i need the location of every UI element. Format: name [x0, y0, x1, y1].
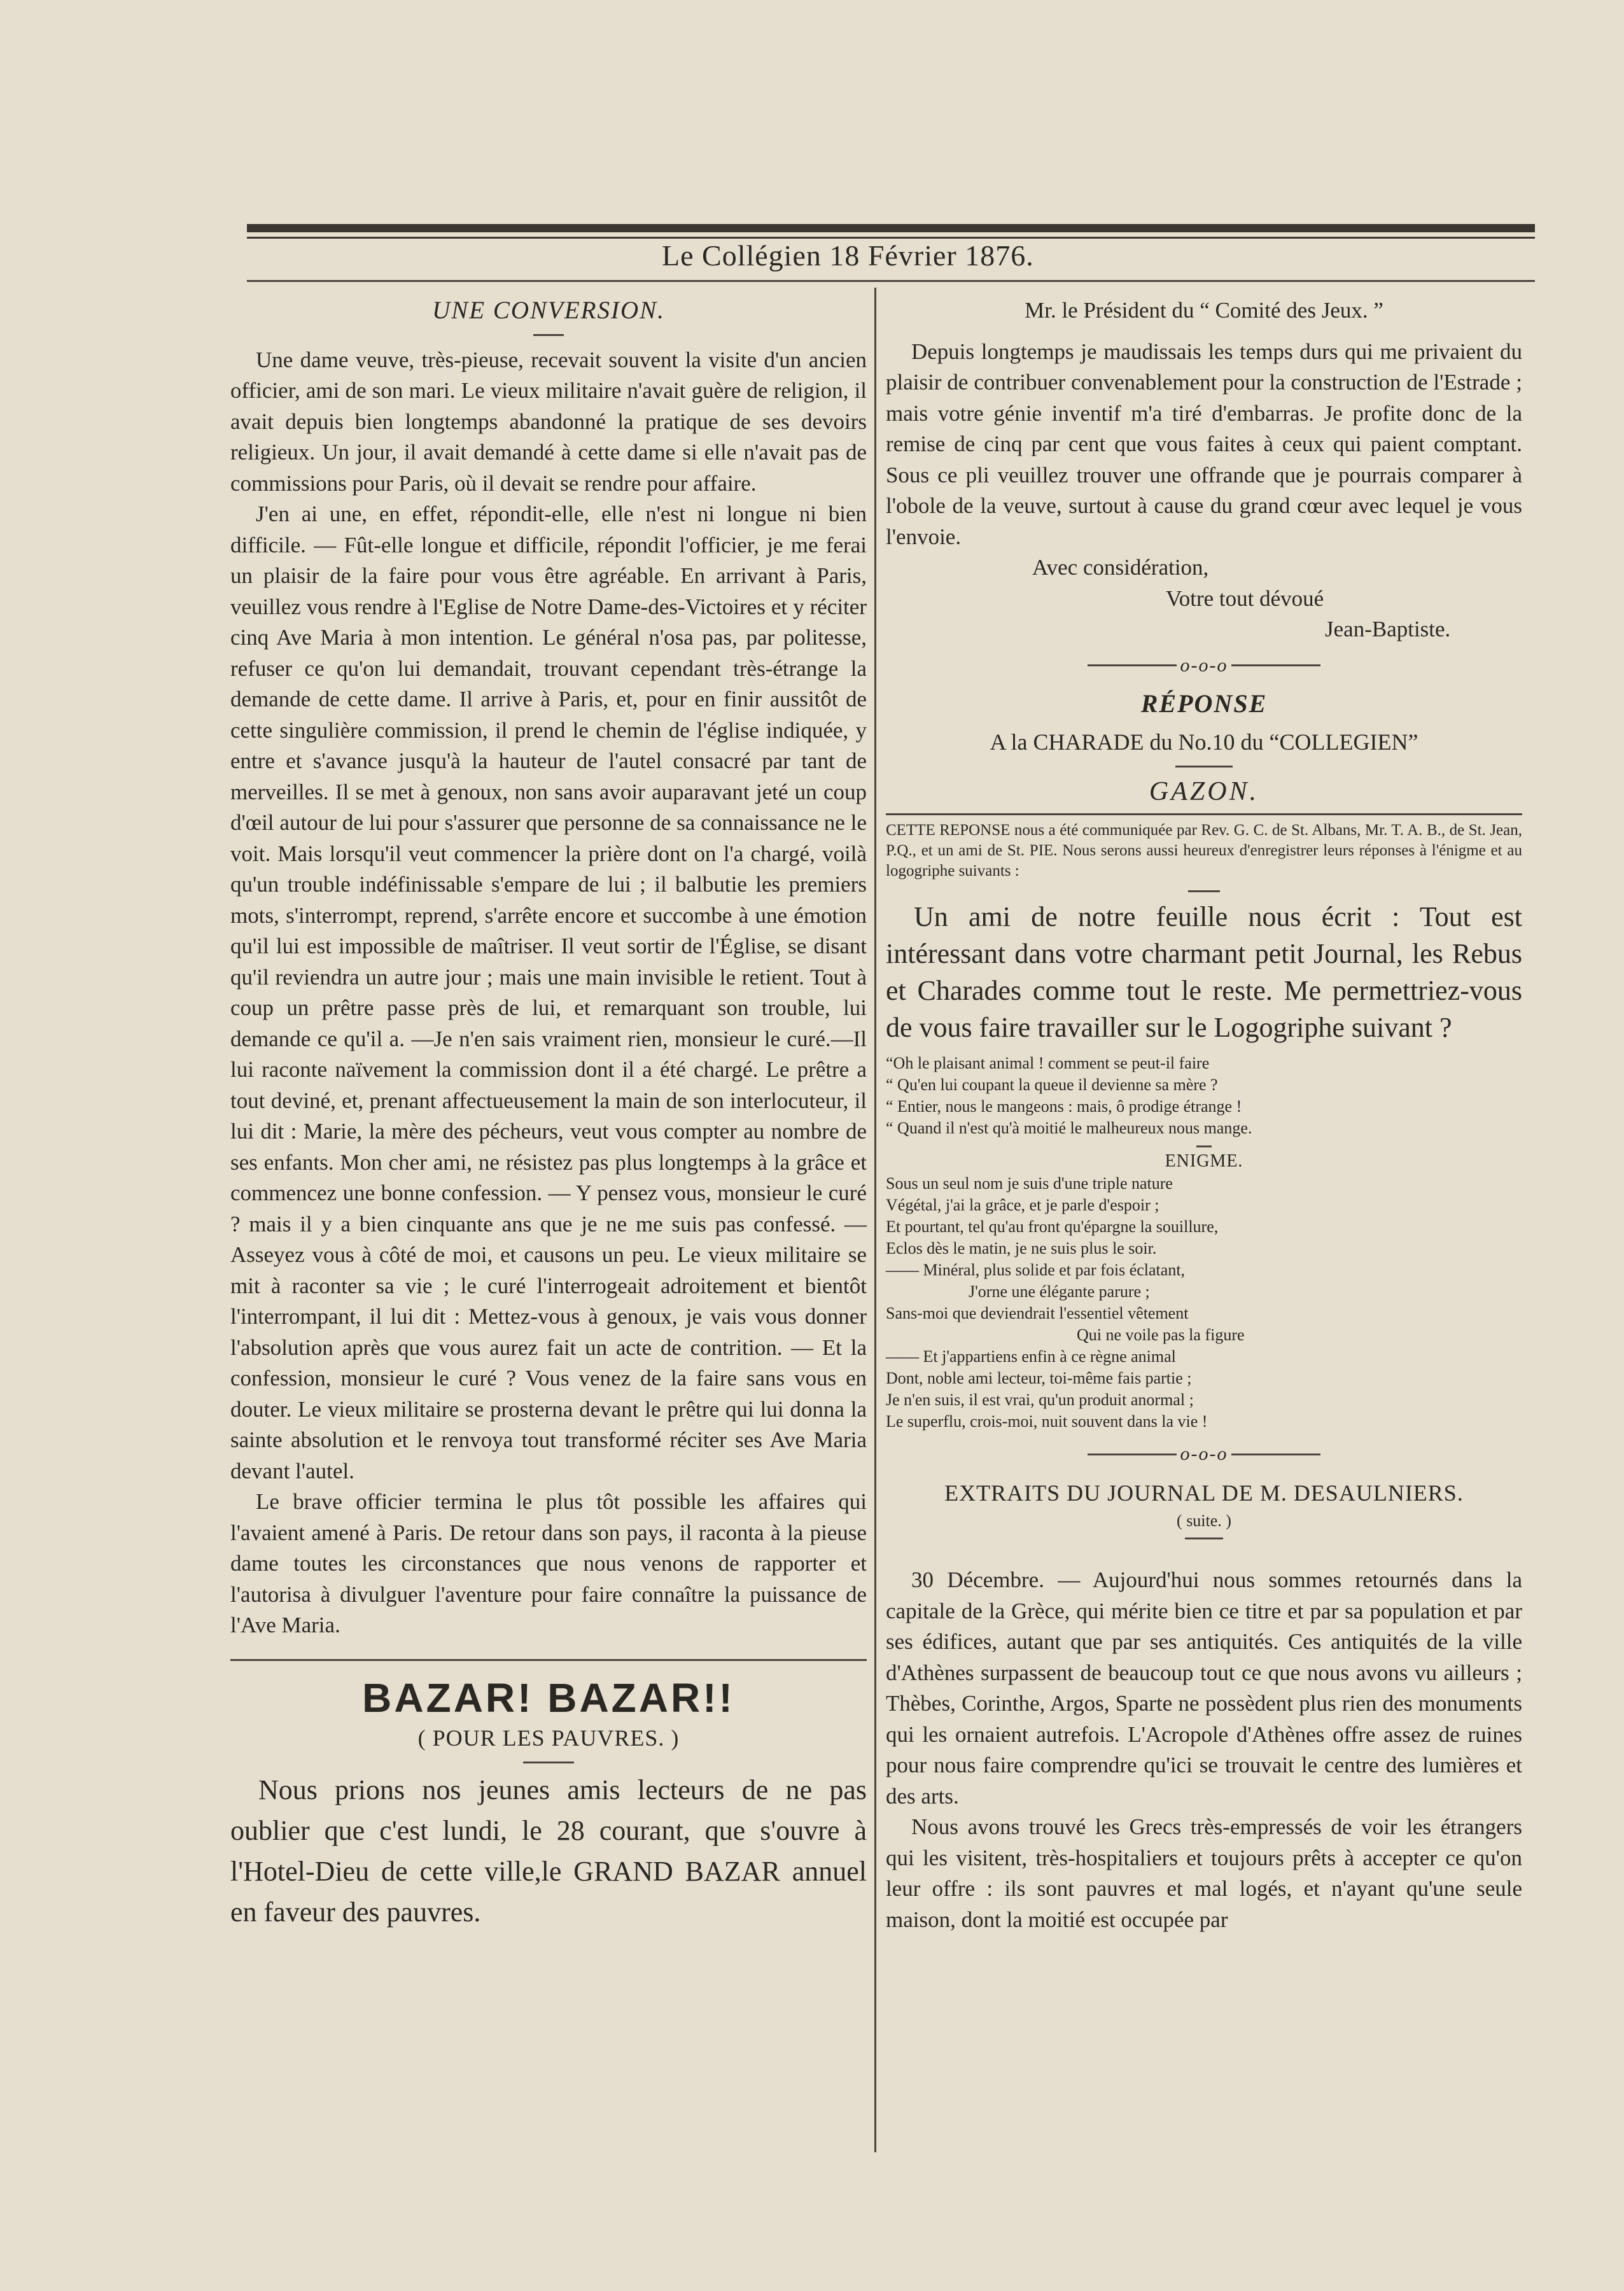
enigme-line: Sans-moi que deviendrait l'essentiel vêtement: [886, 1304, 1189, 1322]
reponse-answer: GAZON.: [1149, 776, 1259, 806]
bazar-text: Nous prions nos jeunes amis lecteurs de ne pas oublier que c'est lundi, le 28 courant, que s'ouvre à l'Hotel-Dieu de cette ville,le GRAND BAZAR annuel en faveur des pauvres.: [230, 1774, 867, 1928]
extraits-suite: ( suite. ): [1177, 1511, 1231, 1530]
ami-text: Un ami de notre feuille nous écrit : Tout est intéressant dans votre charmant petit Journal, les Rebus et Charades comme tout le reste. Me permettriez-vous de vous faire travailler sur le Logogriphe suivant ?: [886, 901, 1522, 1043]
enigme-title: ENIGME.: [1165, 1151, 1243, 1171]
enigme-line: Le superflu, crois-moi, nuit souvent dans la vie !: [886, 1412, 1208, 1431]
logogriphe: [886, 1053, 1522, 1139]
conversion-title: UNE CONVERSION.: [432, 297, 665, 324]
page-header: Le Collégien 18 Février 1876.: [662, 239, 1034, 272]
letter-closing: Avec considération,: [1032, 555, 1209, 580]
enigme-line: Je n'en suis, il est vrai, qu'un produit anormal ;: [886, 1391, 1194, 1409]
enigme-line: Eclos dès le matin, je ne suis plus le soir.: [886, 1239, 1157, 1258]
ornament-separator: o-o-o: [886, 650, 1522, 682]
letter-signature: Jean-Baptiste.: [1325, 617, 1451, 641]
section-rule: [886, 813, 1522, 815]
conversion-paragraph: J'en ai une, en effet, répondit-elle, elle n'est ni longue ni bien difficile. — Fût-elle longue et difficile, répondit l'officier, je me ferai un plaisir de la faire pour vous être agréable. En arrivant à Paris, veuillez vous rendre à l'Eglise de Notre Dame-des-Victoires et y réciter cinq Ave Maria à mon intention. Le général n'osa pas, par politesse, refuser ce qu'on lui demandait, trouvant cependant très-étrange la demande de cette dame. Il arrive à Paris, et, pour en finir aussitôt de cette singulière commission, il prend le chemin de l'église indiquée, y entre et s'avance jusqu'à la hauteur de l'autel consacré par tant de merveilles. Il se met à genoux, non sans avoir auparavant jeté un coup d'œil autour de lui pour s'assurer que personne de sa connaissance ne le voit. Mais lorsqu'il veut commencer la prière dont on l'a chargé, voilà qu'un trouble indéfinissable s'empare de lui ; il balbutie les premiers mots, s'interrompt, reprend, s'arrête encore et succombe à une émotion qu'il lui est impossible de maîtriser. Il veut sortir de l'Église, se disant qu'il reviendra un autre jour ; mais une main invisible le retient. Tout à coup un prêtre passe près de lui, et remarquant son trouble, lui demande ce qu'il a. —Je n'en sais vraiment rien, monsieur le curé.—Il lui raconte naïvement la commission dont il a été chargé. Le prêtre a tout deviné, et, prenant affectueusement la main de son interlocuteur, il lui dit : Marie, la mère des pécheurs, veut vous compter au nombre de ses enfants. Mon cher ami, ne résistez pas plus longtemps à la grâce et commencez une bonne confession. — Y pensez vous, monsieur le curé ? mais il y a bien cinquante ans que je ne me suis pas confessé. — Asseyez vous à côté de moi, et causons un peu. Le vieux militaire se mit à raconter sa vie ; le curé l'interrogeait adroitement et bientôt l'interrompant, il lui dit : Mettez-vous à genoux, je vais vous donner l'absolution après que vous aurez fait un acte de contrition. — Et la confession, monsieur le curé ? Vous venez de la faire sans vous en douter. Le vieux militaire se prosterna devant le prêtre qui lui donna la sainte absolution et le renvoya tout transformé réciter ses Ave Maria devant l'autel.: [230, 501, 867, 1483]
letter-body: Depuis longtemps je maudissais les temps durs qui me privaient du plaisir de contribuer convenablement pour la construction de l'Estrade ; mais votre génie inventif m'a tiré d'embarras. Je profite donc de la remise de cinq par cent que vous faites à ceux qui paient comptant. Sous ce pli veuillez trouver une offrande que je pourrais comparer à l'obole de la veuve, surtout à cause du grand cœur avec lequel je vous l'envoie.: [886, 339, 1522, 549]
reponse-note: CETTE REPONSE nous a été communiquée par Rev. G. C. de St. Albans, Mr. T. A. B., de St. Jean, P.Q., et un ami de St. PIE. Nous serons aussi heureux d'enregistrer leurs réponses à l'énigme et au logogriphe suivants :: [886, 822, 1522, 879]
reponse-separator: [1175, 766, 1233, 767]
enigme-line: —— Minéral, plus solide et par fois éclatant,: [886, 1261, 1186, 1279]
logogriphe-line: “Oh le plaisant animal ! comment se peut-il faire: [886, 1054, 1210, 1072]
top-rule: [247, 224, 1535, 232]
ornament-separator: o-o-o: [886, 1439, 1522, 1470]
enigme-line: Dont, noble ami lecteur, toi-même fais partie ;: [886, 1369, 1192, 1387]
extraits-paragraph: 30 Décembre. — Aujourd'hui nous sommes retournés dans la capitale de la Grèce, qui mérite bien ce titre et par sa population et par ses édifices, autant que par ses antiquités. Ces antiquités de la ville d'Athènes surpassent de beaucoup tout ce que nous avons vu ailleurs ; Thèbes, Corinthe, Argos, Sparte ne possèdent plus rien des monuments qui les ornaient autrefois. L'Acropole d'Athènes offre assez de ruines pour nous faire comprendre qu'ici se trouvait le centre des lumières et des arts.: [886, 1567, 1522, 1809]
conversion-paragraph: Le brave officier termina le plus tôt possible les affaires qui l'avaient amené à Paris. De retour dans son pays, il raconta à la pieuse dame toutes les circonstances que nous venons de rapporter et l'autorisa à divulguer l'aventure pour faire connaître la puissance de l'Ave Maria.: [230, 1489, 867, 1637]
logogriphe-line: “ Quand il n'est qu'à moitié le malheureux nous mange.: [886, 1119, 1252, 1137]
right-column: [886, 295, 1522, 1935]
letter-salutation: Mr. le Président du “ Comité des Jeux. ”: [1025, 298, 1383, 323]
extraits-paragraph: Nous avons trouvé les Grecs très-empressés de voir les étrangers qui les visitent, très-hospitaliers et toujours prêts à accepter ce qu'on leur offre : ils sont pauvres et mal logés, et n'ayant qu'une seule maison, dont la moitié est occupée par: [886, 1814, 1522, 1932]
bazar-title: BAZAR! BAZAR!!: [362, 1674, 735, 1721]
enigme-verse: [886, 1173, 1522, 1433]
separator: [1185, 1538, 1223, 1539]
enigme-line: Qui ne voile pas la figure: [1077, 1326, 1245, 1344]
column-divider: [874, 288, 876, 2152]
enigme-line: J'orne une élégante parure ;: [969, 1282, 1150, 1301]
enigme-line: Et pourtant, tel qu'au front qu'épargne la souillure,: [886, 1217, 1219, 1236]
logogriphe-line: “ Qu'en lui coupant la queue il devienne sa mère ?: [886, 1075, 1218, 1094]
logogriphe-line: “ Entier, nous le mangeons : mais, ô prodige étrange !: [886, 1097, 1242, 1116]
separator: [1188, 890, 1220, 892]
enigme-line: —— Et j'appartiens enfin à ce règne animal: [886, 1347, 1176, 1366]
reponse-subtitle: A la CHARADE du No.10 du “COLLEGIEN”: [990, 729, 1418, 755]
extraits-title: EXTRAITS DU JOURNAL DE M. DESAULNIERS.: [944, 1480, 1464, 1506]
bazar-separator: [523, 1762, 574, 1763]
title-separator: [533, 334, 564, 336]
header-rule: [247, 280, 1535, 282]
letter-closing: Votre tout dévoué: [1166, 585, 1324, 611]
enigme-line: Végétal, j'ai la grâce, et je parle d'espoir ;: [886, 1196, 1159, 1214]
reponse-title: RÉPONSE: [1140, 689, 1268, 718]
conversion-paragraph: Une dame veuve, très-pieuse, recevait souvent la visite d'un ancien officier, ami de son mari. Le vieux militaire n'avait guère de religion, il avait depuis bien longtemps abandonné la pratique de ses devoirs religieux. Un jour, il avait demandé à cette dame si elle n'avait pas de commissions pour Paris, où il devait se rendre pour affaire.: [230, 347, 867, 496]
enigme-line: Sous un seul nom je suis d'une triple nature: [886, 1174, 1173, 1193]
section-rule: [230, 1659, 867, 1661]
bazar-subtitle: ( POUR LES PAUVRES. ): [417, 1725, 680, 1751]
left-column: [230, 295, 867, 1933]
separator: [1196, 1146, 1212, 1147]
